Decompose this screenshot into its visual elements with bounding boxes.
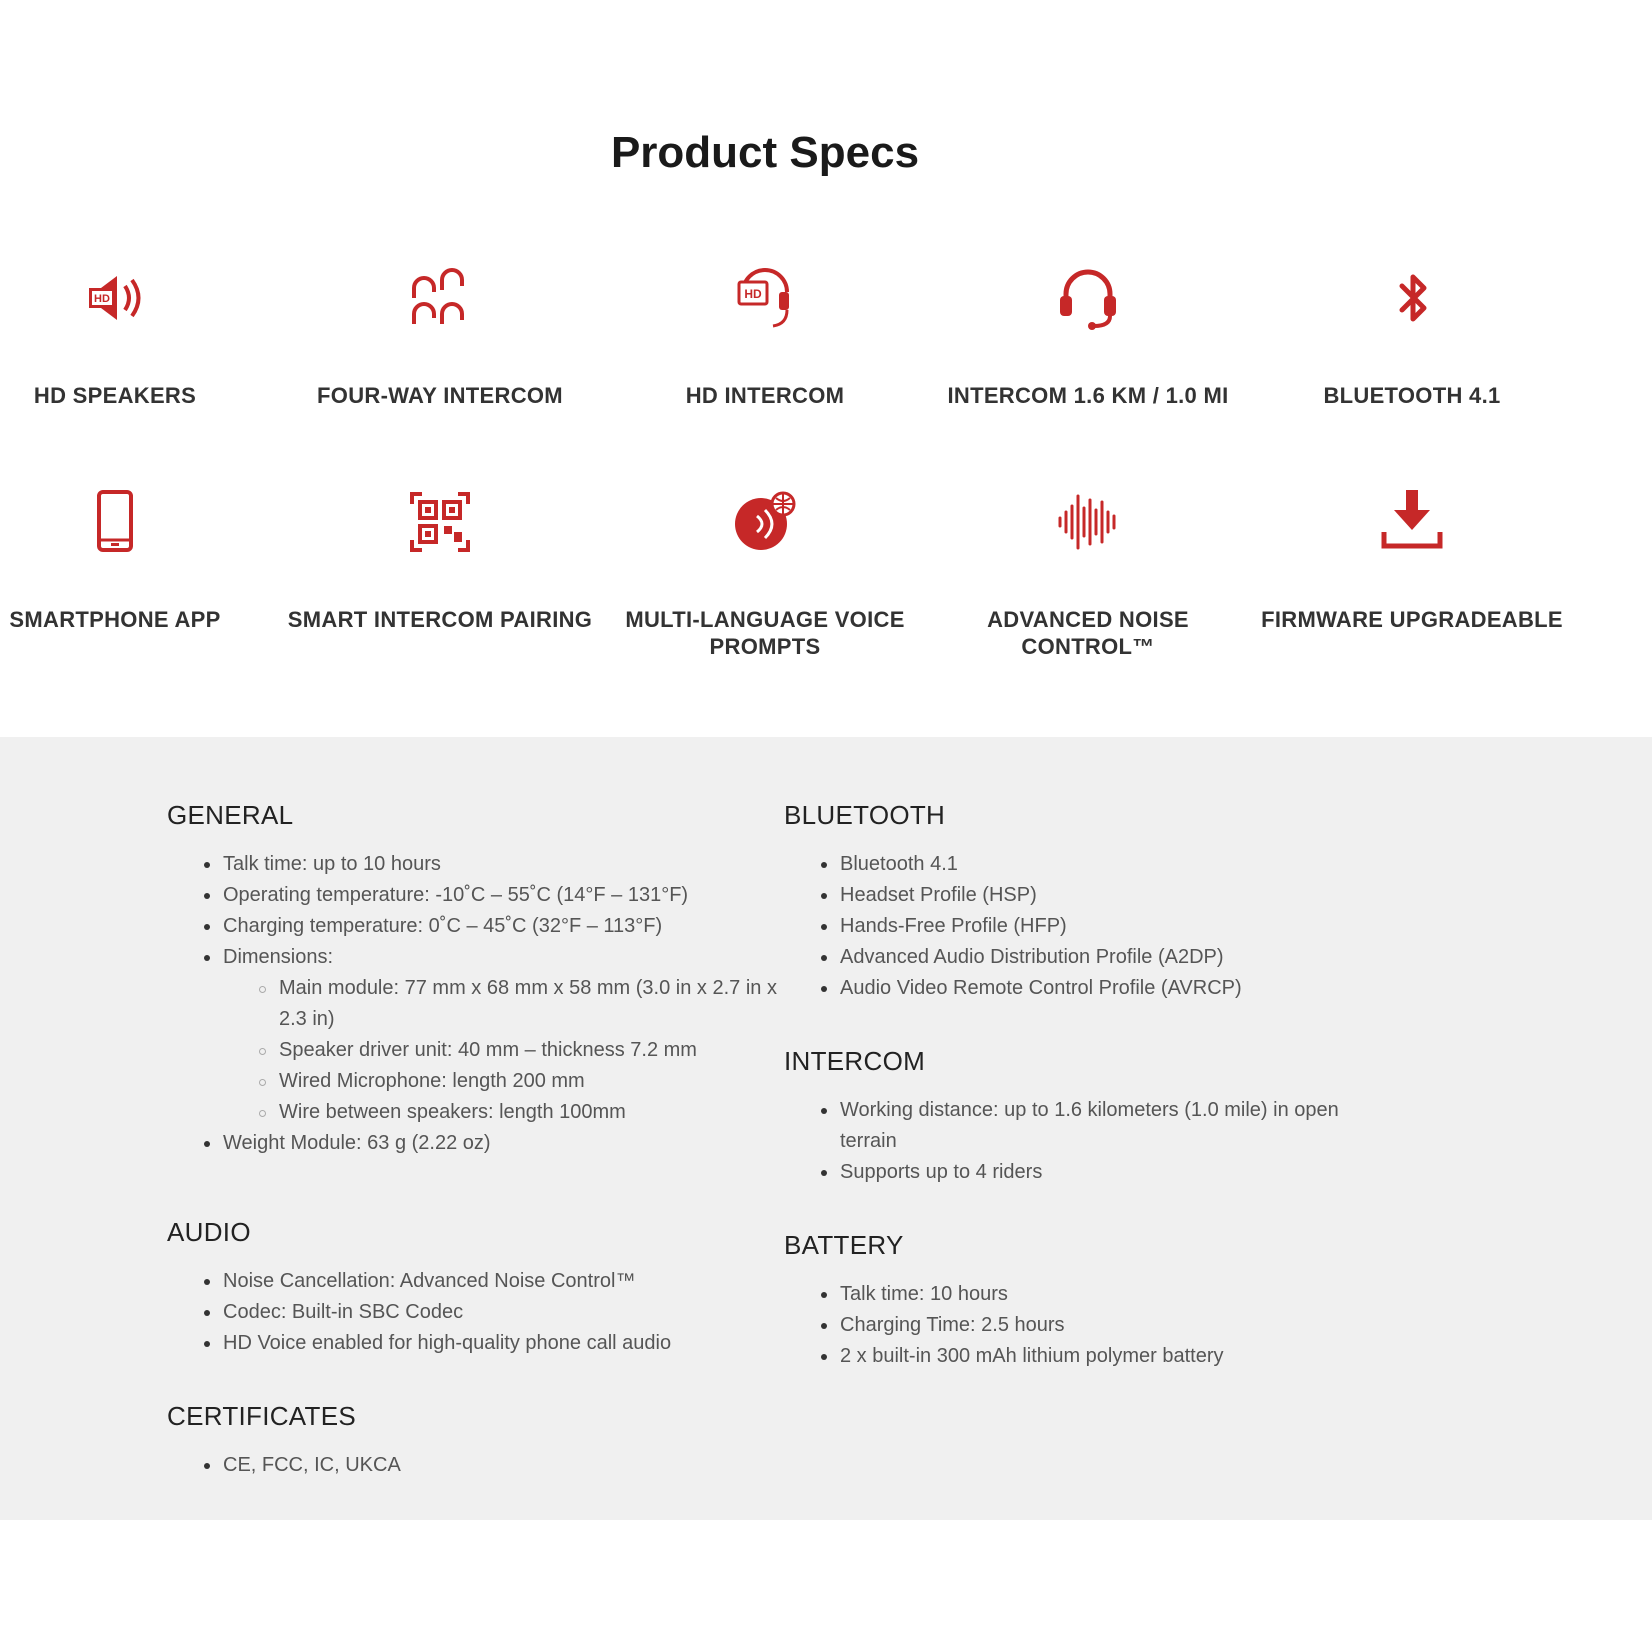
certificates-list [167, 1450, 747, 1481]
section-battery [784, 1230, 1344, 1372]
specs-right-column [784, 800, 1344, 1414]
list-item: Advanced Audio Distribution Profile (A2DP) [840, 942, 1344, 973]
feature-label: BLUETOOTH 4.1 [1323, 383, 1501, 408]
bluetooth-icon [1376, 262, 1448, 334]
specs-left-column [167, 800, 777, 1523]
section-bluetooth [784, 800, 1344, 1004]
section-title: GENERAL [167, 800, 294, 830]
list-item: Working distance: up to 1.6 kilometers (1.0 mile) in open terrain [840, 1095, 1344, 1157]
battery-list [784, 1279, 1344, 1372]
svg-text:HD: HD [744, 287, 762, 301]
feature-label: HD INTERCOM [685, 383, 845, 408]
list-item: Codec: Built-in SBC Codec [223, 1297, 747, 1328]
list-item: Noise Cancellation: Advanced Noise Control™ [223, 1266, 747, 1297]
feature-label: HD SPEAKERS [33, 383, 197, 408]
sub-list-item: Main module: 77 mm x 68 mm x 58 mm (3.0 in x 2.7 in x 2.3 in) [279, 973, 789, 1035]
hd-intercom-icon [729, 262, 801, 334]
list-item-dimensions [223, 942, 777, 1128]
feature-intercom-range [933, 262, 1243, 408]
list-item: Supports up to 4 riders [840, 1157, 1344, 1188]
dimensions-list [223, 973, 789, 1128]
sub-list-item: Wire between speakers: length 100mm [279, 1097, 789, 1128]
four-riders-icon [404, 262, 476, 334]
qr-code-icon [404, 486, 476, 558]
section-title: AUDIO [167, 1217, 251, 1247]
section-title: BATTERY [784, 1230, 904, 1260]
list-item: CE, FCC, IC, UKCA [223, 1450, 747, 1481]
feature-voice-prompts [610, 486, 920, 659]
feature-firmware [1257, 486, 1567, 632]
list-item: Talk time: up to 10 hours [223, 849, 747, 880]
section-title: CERTIFICATES [167, 1401, 356, 1431]
list-item: Charging Time: 2.5 hours [840, 1310, 1344, 1341]
list-item: Headset Profile (HSP) [840, 880, 1344, 911]
feature-four-way-intercom [285, 262, 595, 408]
sub-list-item: Speaker driver unit: 40 mm – thickness 7.2 mm [279, 1035, 789, 1066]
feature-label: MULTI-LANGUAGE VOICE PROMPTS [625, 607, 905, 659]
feature-hd-speakers [0, 262, 270, 408]
feature-label: FIRMWARE UPGRADEABLE [1261, 607, 1563, 632]
list-item: Charging temperature: 0˚C – 45˚C (32°F – 113°F) [223, 911, 747, 942]
list-item-label: Dimensions: [223, 946, 334, 968]
list-item: Hands-Free Profile (HFP) [840, 911, 1344, 942]
section-audio [167, 1217, 747, 1359]
feature-label: SMARTPHONE APP [9, 607, 221, 632]
feature-smartphone-app [0, 486, 270, 632]
voice-prompt-icon [729, 486, 801, 558]
list-item: 2 x built-in 300 mAh lithium polymer battery [840, 1341, 1344, 1372]
svg-text:HD: HD [94, 293, 110, 305]
smartphone-icon [79, 486, 151, 558]
hd-speaker-icon [79, 262, 151, 334]
section-title: BLUETOOTH [784, 800, 946, 830]
feature-label: SMART INTERCOM PAIRING [287, 607, 593, 632]
section-certificates [167, 1401, 747, 1481]
feature-noise-control [933, 486, 1243, 659]
list-item: Bluetooth 4.1 [840, 849, 1344, 880]
general-list [167, 849, 777, 1159]
feature-bluetooth [1257, 262, 1567, 408]
list-item: HD Voice enabled for high-quality phone call audio [223, 1328, 747, 1359]
audio-list [167, 1266, 747, 1359]
feature-label: FOUR-WAY INTERCOM [317, 383, 563, 408]
section-title: INTERCOM [784, 1046, 926, 1076]
page-title: Product Specs [610, 128, 920, 177]
specs-panel [0, 737, 1652, 1520]
feature-hd-intercom [610, 262, 920, 408]
list-item: Talk time: 10 hours [840, 1279, 1344, 1310]
bluetooth-list [784, 849, 1344, 1004]
feature-label: INTERCOM 1.6 KM / 1.0 MI [947, 383, 1229, 408]
sub-list-item: Wired Microphone: length 200 mm [279, 1066, 789, 1097]
list-item: Weight Module: 63 g (2.22 oz) [223, 1128, 747, 1159]
sound-wave-icon [1052, 486, 1124, 558]
list-item: Audio Video Remote Control Profile (AVRCP) [840, 973, 1344, 1004]
feature-smart-pairing [285, 486, 595, 632]
feature-label: ADVANCED NOISE CONTROL™ [987, 607, 1189, 659]
download-icon [1376, 486, 1448, 558]
section-intercom [784, 1046, 1344, 1188]
headset-icon [1052, 262, 1124, 334]
section-general [167, 800, 777, 1159]
intercom-list [784, 1095, 1344, 1188]
list-item: Operating temperature: -10˚C – 55˚C (14°F – 131°F) [223, 880, 747, 911]
